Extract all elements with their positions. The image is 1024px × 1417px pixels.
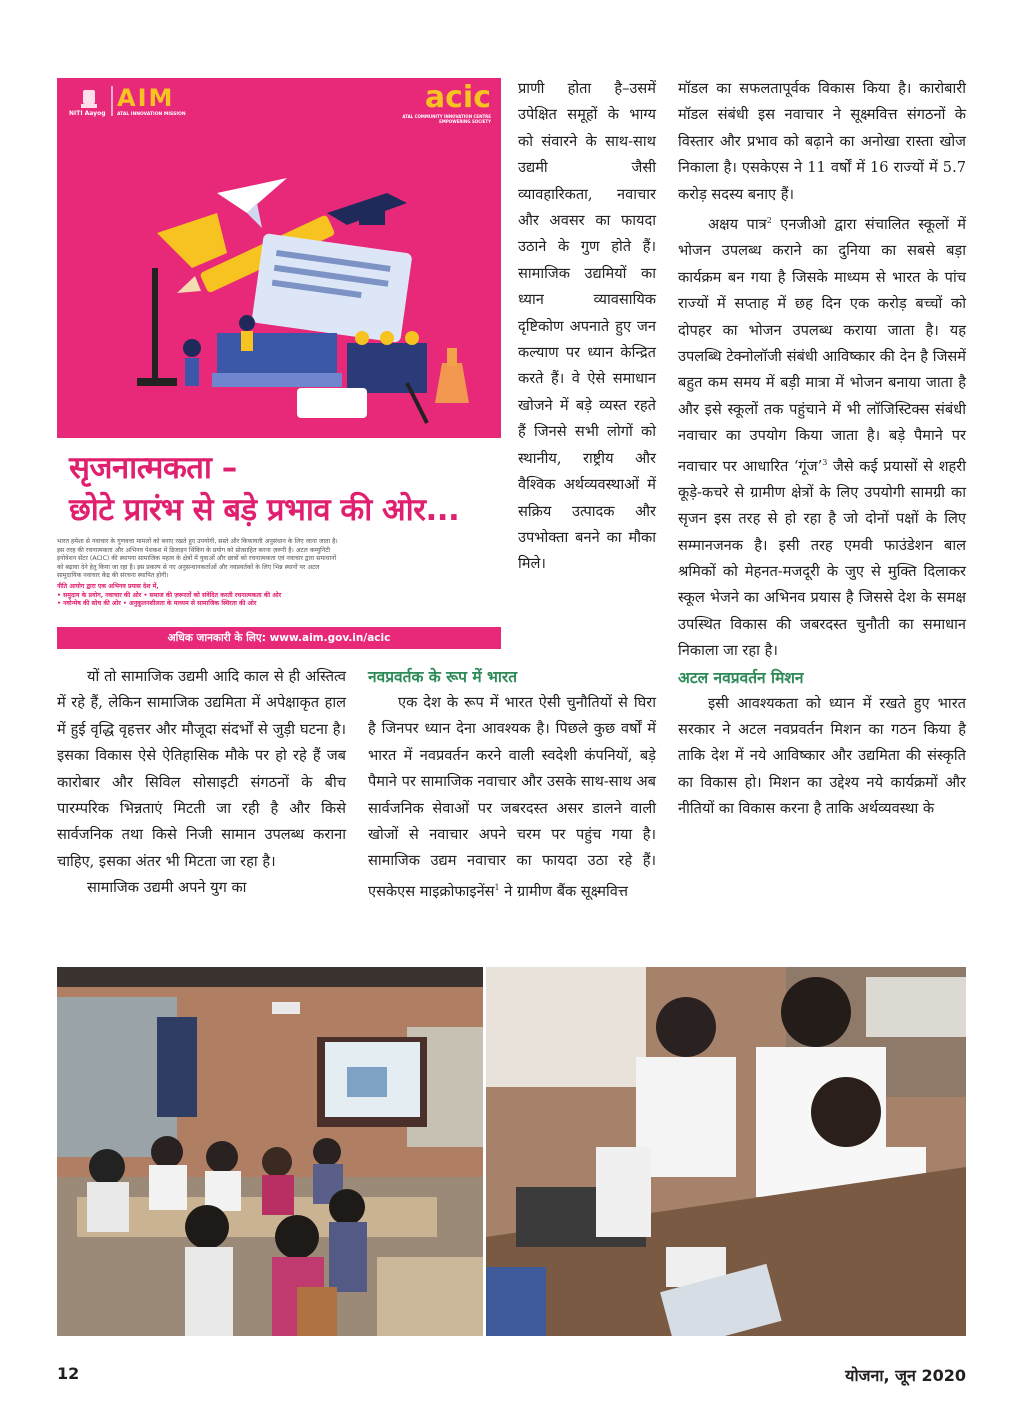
footnote-ref: 2 [766,216,772,226]
page-number: 12 [57,1364,80,1383]
poster-body-line: इस तरह की रचनात्मकता और अभिनव पेशकश में डिजाइन थिंकिंग के प्रयोग को प्रोत्साहित करना ज़रूरी है। अटल कम्युनिटी [57,546,330,554]
publication-name: योजना, जून 2020 [845,1366,966,1385]
footnote-ref: 1 [494,882,500,892]
section-heading-india-innovator: नवप्रवर्तक के रूप में भारत [368,668,518,686]
acic-logo-subtitle: ATAL COMMUNITY INNOVATION CENTRE [402,114,491,119]
acic-logo-tagline: EMPOWERING SOCIETY [439,119,491,124]
body-paragraph [678,208,966,665]
aim-logo [117,84,186,117]
acic-logo-text: acic [424,80,491,115]
poster-body-line: नीति आयोग द्वारा एक अभिनव प्रयास देश में, [57,582,159,590]
students-robotics-photo [486,967,966,1336]
poster-footer-link: अधिक जानकारी के लिए: www.aim.gov.in/acic [57,627,501,649]
body-text: एनजीओ द्वारा संचालित स्कूलों में भोजन उपलब्ध कराने का दुनिया का सबसे बड़ा कार्यक्रम बन गया है जिसके माध्यम से भारत के पांच राज्यों में सप्ताह में छह दिन एक करोड़ बच्चों को दोपहर का भोजन उपलब्ध कराया जाता है। यह उपलब्धि टेक्नोलॉजी संबंधी आविष्कार की देन है जिसमें बहुत कम समय में बड़ी मात्रा में भोजन बनाया जाता है और इसे स्कूलों तक पहुंचाने में भी लॉजिस्टिक्स संबंधी नवाचार का उपयोग किया जाता है। बड़े पैमाने पर नवाचार पर आधारित ‘गूंज’ [678,215,967,475]
body-paragraph: प्राणी होता है–उसमें उपेक्षित समूहों के भाग्य को संवारने के साथ-साथ उद्यमी जैसी व्यावहारिकता, नवाचार और अवसर का फायदा उठाने के गुण होते हैं। सामाजिक उद्यमियों का ध्यान व्यावसायिक दृष्टिकोण अपनाते हुए जन कल्याण पर ध्यान केन्द्रित करते हैं। वे ऐसे समाधान खोजने में बड़े व्यस्त रहते हैं जिनसे सभी लोगों को स्थानीय, राष्ट्रीय और वैश्विक अर्थव्यवस्थाओं में सक्रिय उत्पादक और उपभोक्ता बनने का मौका मिले। [518,80,656,573]
niti-aayog-logo [69,88,109,122]
poster-body [57,538,501,609]
middle-column-top [518,76,656,578]
body-text: अक्षय पात्र [708,215,767,233]
middle-column-bottom [368,664,656,905]
body-paragraph: इसी आवश्यकता को ध्यान में रखते हुए भारत सरकार ने अटल नवप्रवर्तन मिशन का गठन किया है ताकि देश में नये आविष्कार और उद्यमिता की संस्कृति का विकास हो। मिशन का उद्देश्य नये कार्यक्रमों और नीतियों का विकास करना है ताकि अर्थव्यवस्था के [678,694,966,818]
body-text: जैसे कई प्रयासों से शहरी कूड़े-कचरे से ग्रामीण क्षेत्रों के लिए उपयोगी सामग्री का सृजन इस तरह से हो रहा है जो दोनों पक्षों के लिए सम्मानजनक है। इसी तरह एमवी फाउंडेशन बाल श्रमिकों को मेहनत-मजदूरी के जुए से मुक्ति दिलाकर स्कूल भेजने का अभिनव प्रयास है जिससे देश के समक्ष उपस्थित विकास की जबरदस्त चुनौती का समाधान निकाला जा रहा है। [678,457,966,660]
aim-logo-subtitle: ATAL INNOVATION MISSION [117,112,186,117]
projector-icon [272,1002,300,1014]
classroom-photo-art [57,967,483,1336]
acic-poster [57,78,501,649]
flask-icon [435,363,469,403]
person-icon [183,339,201,357]
niti-aayog-label: NITI Aayog [69,110,106,117]
footnote-ref: 3 [822,457,828,467]
students-robotics-photo-art [486,967,966,1336]
body-paragraph [368,690,656,905]
body-text: ने ग्रामीण बैंक सूक्ष्मवित्त [499,882,628,900]
poster-title-line1: सृजनात्मकता – [69,450,237,486]
body-paragraph: यों तो सामाजिक उद्यमी आदि काल से ही अस्तित्व में रहे हैं, लेकिन सामाजिक उद्यमिता में अपेक्षाकृत हाल में हुई वृद्धि वृहत्तर और मौजूदा संदर्भों से जुड़ी घटना है। इसका विकास ऐसे ऐतिहासिक मौके पर हो रहे हैं जब कारोबार और सिविल सोसाइटी संगठनों के बीच पारम्परिक भिन्नताएं मिटती जा रही है और किसे सार्वजनिक तथा किसे निजी सामान उपलब्ध कराना चाहिए, इसका अंतर भी मिटता जा रहा है। [57,668,346,870]
robotic-arm [596,1147,651,1237]
poster-body-line: भारत हमेशा से नवाचार के गुणवत्ता मामलों को बनाए रखते हुए उपयोगी, सस्ते और किफायती अनुसंधान के लिए जाना जाता है। [57,538,338,545]
poster-bullet: • नवोन्मेष की सोच की ओर • अनुकूलनशीलता के माध्यम से सामाजिक स्थिरता की ओर [57,600,257,608]
right-column [678,76,966,823]
poster-title-line2: छोटे प्रारंभ से बड़े प्रभाव की ओर... [69,492,460,528]
acic-logo [402,82,491,124]
paper-plane-icon [217,178,287,213]
section-heading-atal-mission: अटल नवप्रवर्तन मिशन [678,668,804,687]
poster-body-line: को बढ़ावा देने हेतु किया जा रहा है। इस प्रकल्प से नए अनुसन्धानकर्ताओं और नवप्रवर्तकों के लिए भिन्न स्थानों पर अटल [57,563,320,571]
body-paragraph: सामाजिक उद्यमी अपने युग का [87,879,247,897]
poster-body-line: इनोवेशन सेंटर (ACIC) की स्थापना सामाजिक महत्व के क्षेत्रों में युवाओं और छात्रों को रचनात्मकता एवं नवाचार द्वारा समाधानों [57,555,337,563]
body-paragraph: मॉडल का सफलतापूर्वक विकास किया है। कारोबारी मॉडल संबंधी इस नवाचार ने सूक्ष्मवित्त संगठनों के विस्तार और प्रभाव को बढ़ाने का अनोखा रास्ता खोज निकाला है। एसकेएस ने 11 वर्षों में 16 राज्यों में 5.7 करोड़ सदस्य बनाए हैं। [678,80,966,203]
paper-icon [297,388,367,418]
poster-bullet: • समुदाय के प्रयोग, नवाचार की ओर • समाज की ज़रूरतों को संवेदित करती रचनात्मकता की ओर [57,591,282,599]
classroom-photo [57,967,483,1336]
desk-lamp-icon [157,213,227,268]
aim-logo-text: AIM [117,84,175,112]
table [77,1197,437,1237]
poster-illustration-panel [57,78,501,438]
body-text: एक देश के रूप में भारत ऐसी चुनौतियों से घिरा है जिनपर ध्यान देना आवश्यक है। पिछले कुछ वर्षों में भारत में नवप्रवर्तन करने वाली स्वदेशी कंपनियों, बड़े पैमाने पर सामाजिक नवाचार और उसके साथ-साथ अब सार्वजनिक सेवाओं पर जबरदस्त असर डालने वाली खोजों से नवाचार अपने चरम पर पहुंच गया है। सामाजिक उद्यम नवाचार का फायदा उठा रहे हैं। एसकेएस माइक्रोफाइनेंस [368,694,656,900]
creativity-illustration [97,173,487,433]
poster-body-line: सामुदायिक नवाचार केंद्र की संरचना स्थापित होगी। [57,572,169,580]
classroom-icon [347,343,427,393]
left-column [57,664,346,902]
